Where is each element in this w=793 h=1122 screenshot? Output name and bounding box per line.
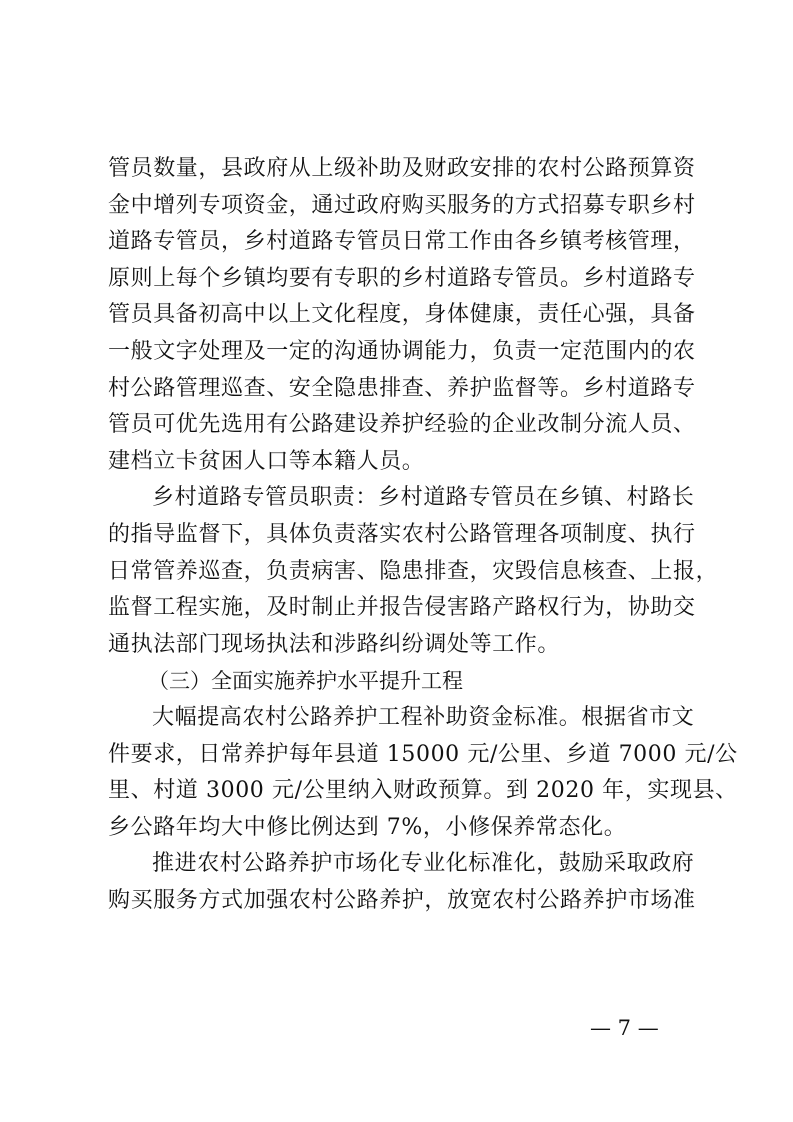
text-line: 管员可优先选用有公路建设养护经验的企业改制分流人员、 xyxy=(108,412,696,438)
text-line: 推进农村公路养护市场化专业化标准化，鼓励采取政府 xyxy=(152,851,695,877)
text-line: 件要求，日常养护每年县道 15000 元/公里、乡道 7000 元/公 xyxy=(108,741,738,767)
text-line: 原则上每个乡镇均要有专职的乡村道路专管员。乡村道路专 xyxy=(108,265,696,291)
text-line: 乡公路年均大中修比例达到 7%，小修保养常态化。 xyxy=(108,814,627,840)
text-line: 监督工程实施，及时制止并报告侵害路产路权行为，协助交 xyxy=(108,595,696,621)
document-body xyxy=(108,151,738,919)
text-line: 金中增列专项资金，通过政府购买服务的方式招募专职乡村 xyxy=(108,192,696,218)
text-line: 通执法部门现场执法和涉路纠纷调处等工作。 xyxy=(108,631,561,657)
page-number: — 7 — xyxy=(590,1016,659,1040)
text-line: 日常管养巡查，负责病害、隐患排查，灾毁信息核查、上报， xyxy=(108,558,719,584)
text-line: 的指导监督下，具体负责落实农村公路管理各项制度、执行 xyxy=(108,521,696,547)
paragraph-market-reform xyxy=(108,846,696,919)
text-line: 一般文字处理及一定的沟通协调能力，负责一定范围内的农 xyxy=(108,338,696,364)
section-heading: （三）全面实施养护水平提升工程 xyxy=(148,669,463,694)
text-line: 管员数量，县政府从上级补助及财政安排的农村公路预算资 xyxy=(108,156,696,181)
text-line: 购买服务方式加强农村公路养护，放宽农村公路养护市场准 xyxy=(108,887,696,913)
text-line: 大幅提高农村公路养护工程补助资金标准。根据省市文 xyxy=(152,704,695,730)
paragraph-manager-duties xyxy=(108,480,719,663)
paragraph-subsidy-standards xyxy=(108,700,738,846)
text-line: 乡村道路专管员职责：乡村道路专管员在乡镇、村路长 xyxy=(152,485,695,511)
text-line: 建档立卡贫困人口等本籍人员。 xyxy=(108,448,425,474)
text-line: 道路专管员，乡村道路专管员日常工作由各乡镇考核管理， xyxy=(108,229,696,255)
text-line: 里、村道 3000 元/公里纳入财政预算。到 2020 年，实现县、 xyxy=(108,778,738,804)
text-line: 管员具备初高中以上文化程度，身体健康，责任心强，具备 xyxy=(108,302,696,328)
text-line: 村公路管理巡查、安全隐患排查、养护监督等。乡村道路专 xyxy=(108,375,696,401)
paragraph-road-managers xyxy=(108,151,696,480)
